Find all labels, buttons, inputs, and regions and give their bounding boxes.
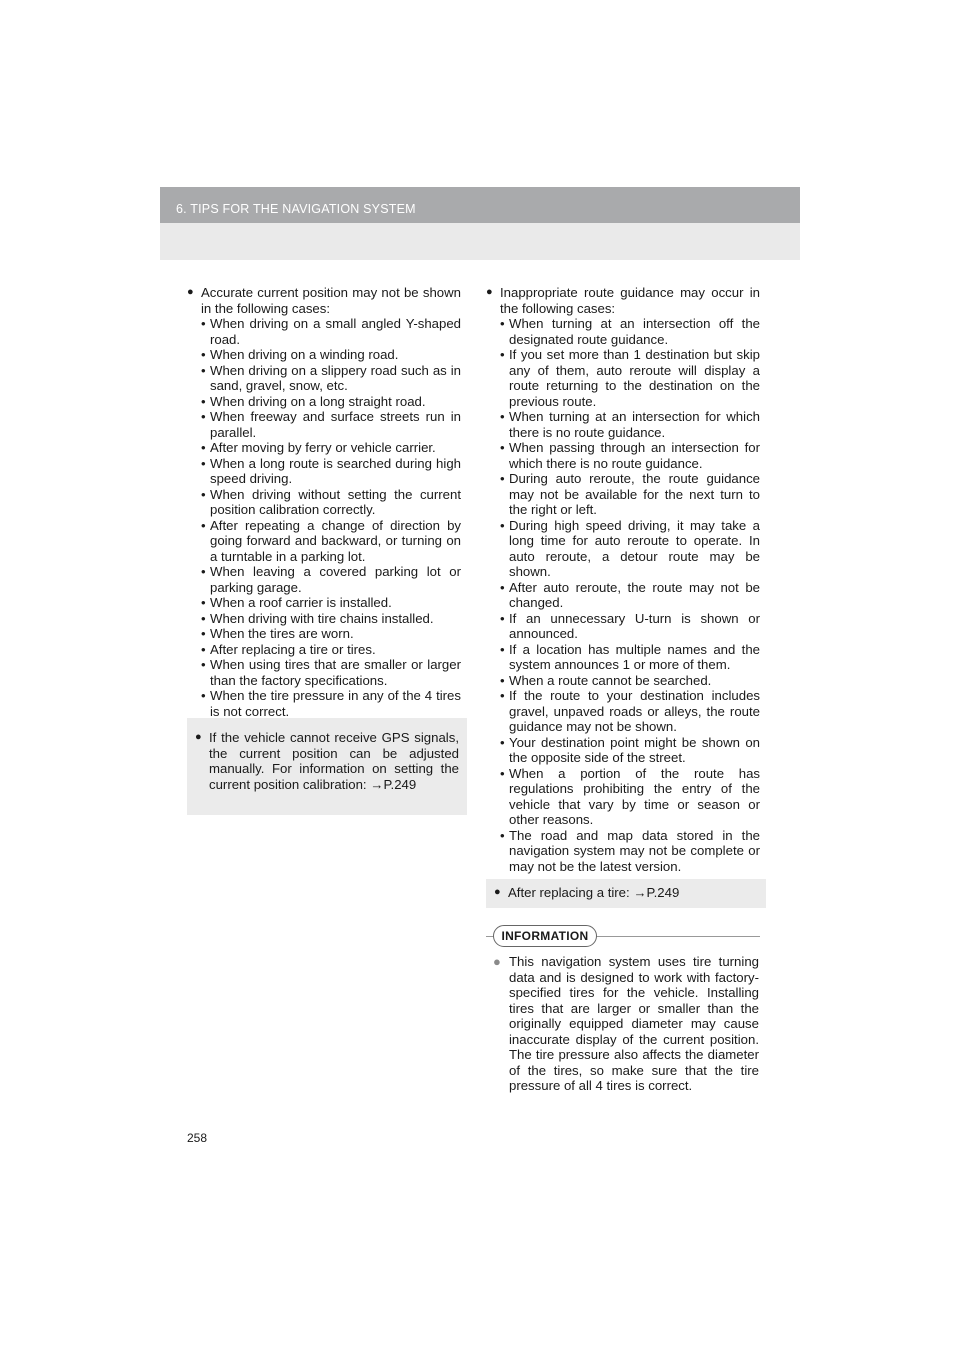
list-item: • During high speed driving, it may take a long time for auto reroute to operate. In auto reroute, a detour route may be shown. [486, 518, 760, 580]
list-item: • When a portion of the route has regulations prohibiting the entry of the vehicle that vary by time or season or other reasons. [486, 766, 760, 828]
list-item: • When turning at an intersection off the designated route guidance. [486, 316, 760, 347]
list-item: • When passing through an intersection for which there is no route guidance. [486, 440, 760, 471]
gps-note-text: If the vehicle cannot receive GPS signals, the current position can be adjusted manually. For information on setting the current position calibration: →P.249 [209, 730, 459, 792]
list-item: • When a roof carrier is installed. [187, 595, 461, 611]
list-item: • If the route to your destination includes gravel, unpaved roads or alleys, the route guidance may not be shown. [486, 688, 760, 735]
information-badge: INFORMATION [493, 925, 597, 947]
left-list [187, 316, 461, 719]
information-section [493, 954, 759, 1094]
bullet-mark-icon: ● [195, 731, 202, 743]
gps-note [195, 730, 459, 792]
list-item: • If you set more than 1 destination but skip any of them, auto reroute will display a route returning to the destination on the previous route. [486, 347, 760, 409]
right-lead-text: Inappropriate route guidance may occur in the following cases: [500, 285, 760, 316]
information-item [493, 954, 759, 1094]
list-item: • When driving on a long straight road. [187, 394, 461, 410]
tire-note-text: After replacing a tire: →P.249 [508, 885, 680, 900]
list-item: • After replacing a tire or tires. [187, 642, 461, 658]
list-item: • When driving on a small angled Y-shaped road. [187, 316, 461, 347]
tire-note-box [486, 879, 766, 908]
bullet-mark-icon: ● [486, 286, 493, 298]
list-item: • When the tires are worn. [187, 626, 461, 642]
list-item: • When driving on a winding road. [187, 347, 461, 363]
right-column [486, 285, 760, 874]
list-item: • When leaving a covered parking lot or parking garage. [187, 564, 461, 595]
section-title: 6. TIPS FOR THE NAVIGATION SYSTEM [176, 202, 416, 216]
information-text: This navigation system uses tire turning data and is designed to work with factory-specified tires for the vehicle. Installing tires that are larger or smaller than the originally equipped diameter may cause inaccurate display of the current position. The tire pressure also affects the diameter of the tires, so make sure that the tire pressure of all 4 tires is correct. [509, 954, 759, 1093]
list-item: • After moving by ferry or vehicle carrier. [187, 440, 461, 456]
list-item: • When a route cannot be searched. [486, 673, 760, 689]
bullet-mark-icon: ● [187, 286, 194, 298]
gps-note-box [187, 718, 467, 815]
list-item: • During auto reroute, the route guidance may not be available for the next turn to the right or left. [486, 471, 760, 518]
left-lead [187, 285, 461, 316]
tire-note [494, 885, 758, 901]
list-item: • When turning at an intersection for which there is no route guidance. [486, 409, 760, 440]
list-item: • When freeway and surface streets run in parallel. [187, 409, 461, 440]
bullet-mark-icon: ● [494, 886, 501, 898]
list-item: • After auto reroute, the route may not be changed. [486, 580, 760, 611]
info-bullet-icon: ● [493, 954, 501, 969]
list-item: • When driving without setting the current position calibration correctly. [187, 487, 461, 518]
left-lead-text: Accurate current position may not be shown in the following cases: [201, 285, 461, 316]
left-column [187, 285, 461, 719]
right-lead [486, 285, 760, 316]
list-item: • When the tire pressure in any of the 4 tires is not correct. [187, 688, 461, 719]
right-list [486, 316, 760, 874]
list-item: • When driving on a slippery road such as in sand, gravel, snow, etc. [187, 363, 461, 394]
page-number: 258 [187, 1131, 208, 1145]
list-item: • The road and map data stored in the navigation system may not be complete or may not be the latest version. [486, 828, 760, 875]
list-item: • If an unnecessary U-turn is shown or announced. [486, 611, 760, 642]
list-item: • Your destination point might be shown on the opposite side of the street. [486, 735, 760, 766]
list-item: • After repeating a change of direction by going forward and backward, or turning on a turntable in a parking lot. [187, 518, 461, 565]
header-subbar [160, 223, 800, 260]
list-item: • If a location has multiple names and the system announces 1 or more of them. [486, 642, 760, 673]
list-item: • When driving with tire chains installed. [187, 611, 461, 627]
list-item: • When a long route is searched during high speed driving. [187, 456, 461, 487]
list-item: • When using tires that are smaller or larger than the factory specifications. [187, 657, 461, 688]
